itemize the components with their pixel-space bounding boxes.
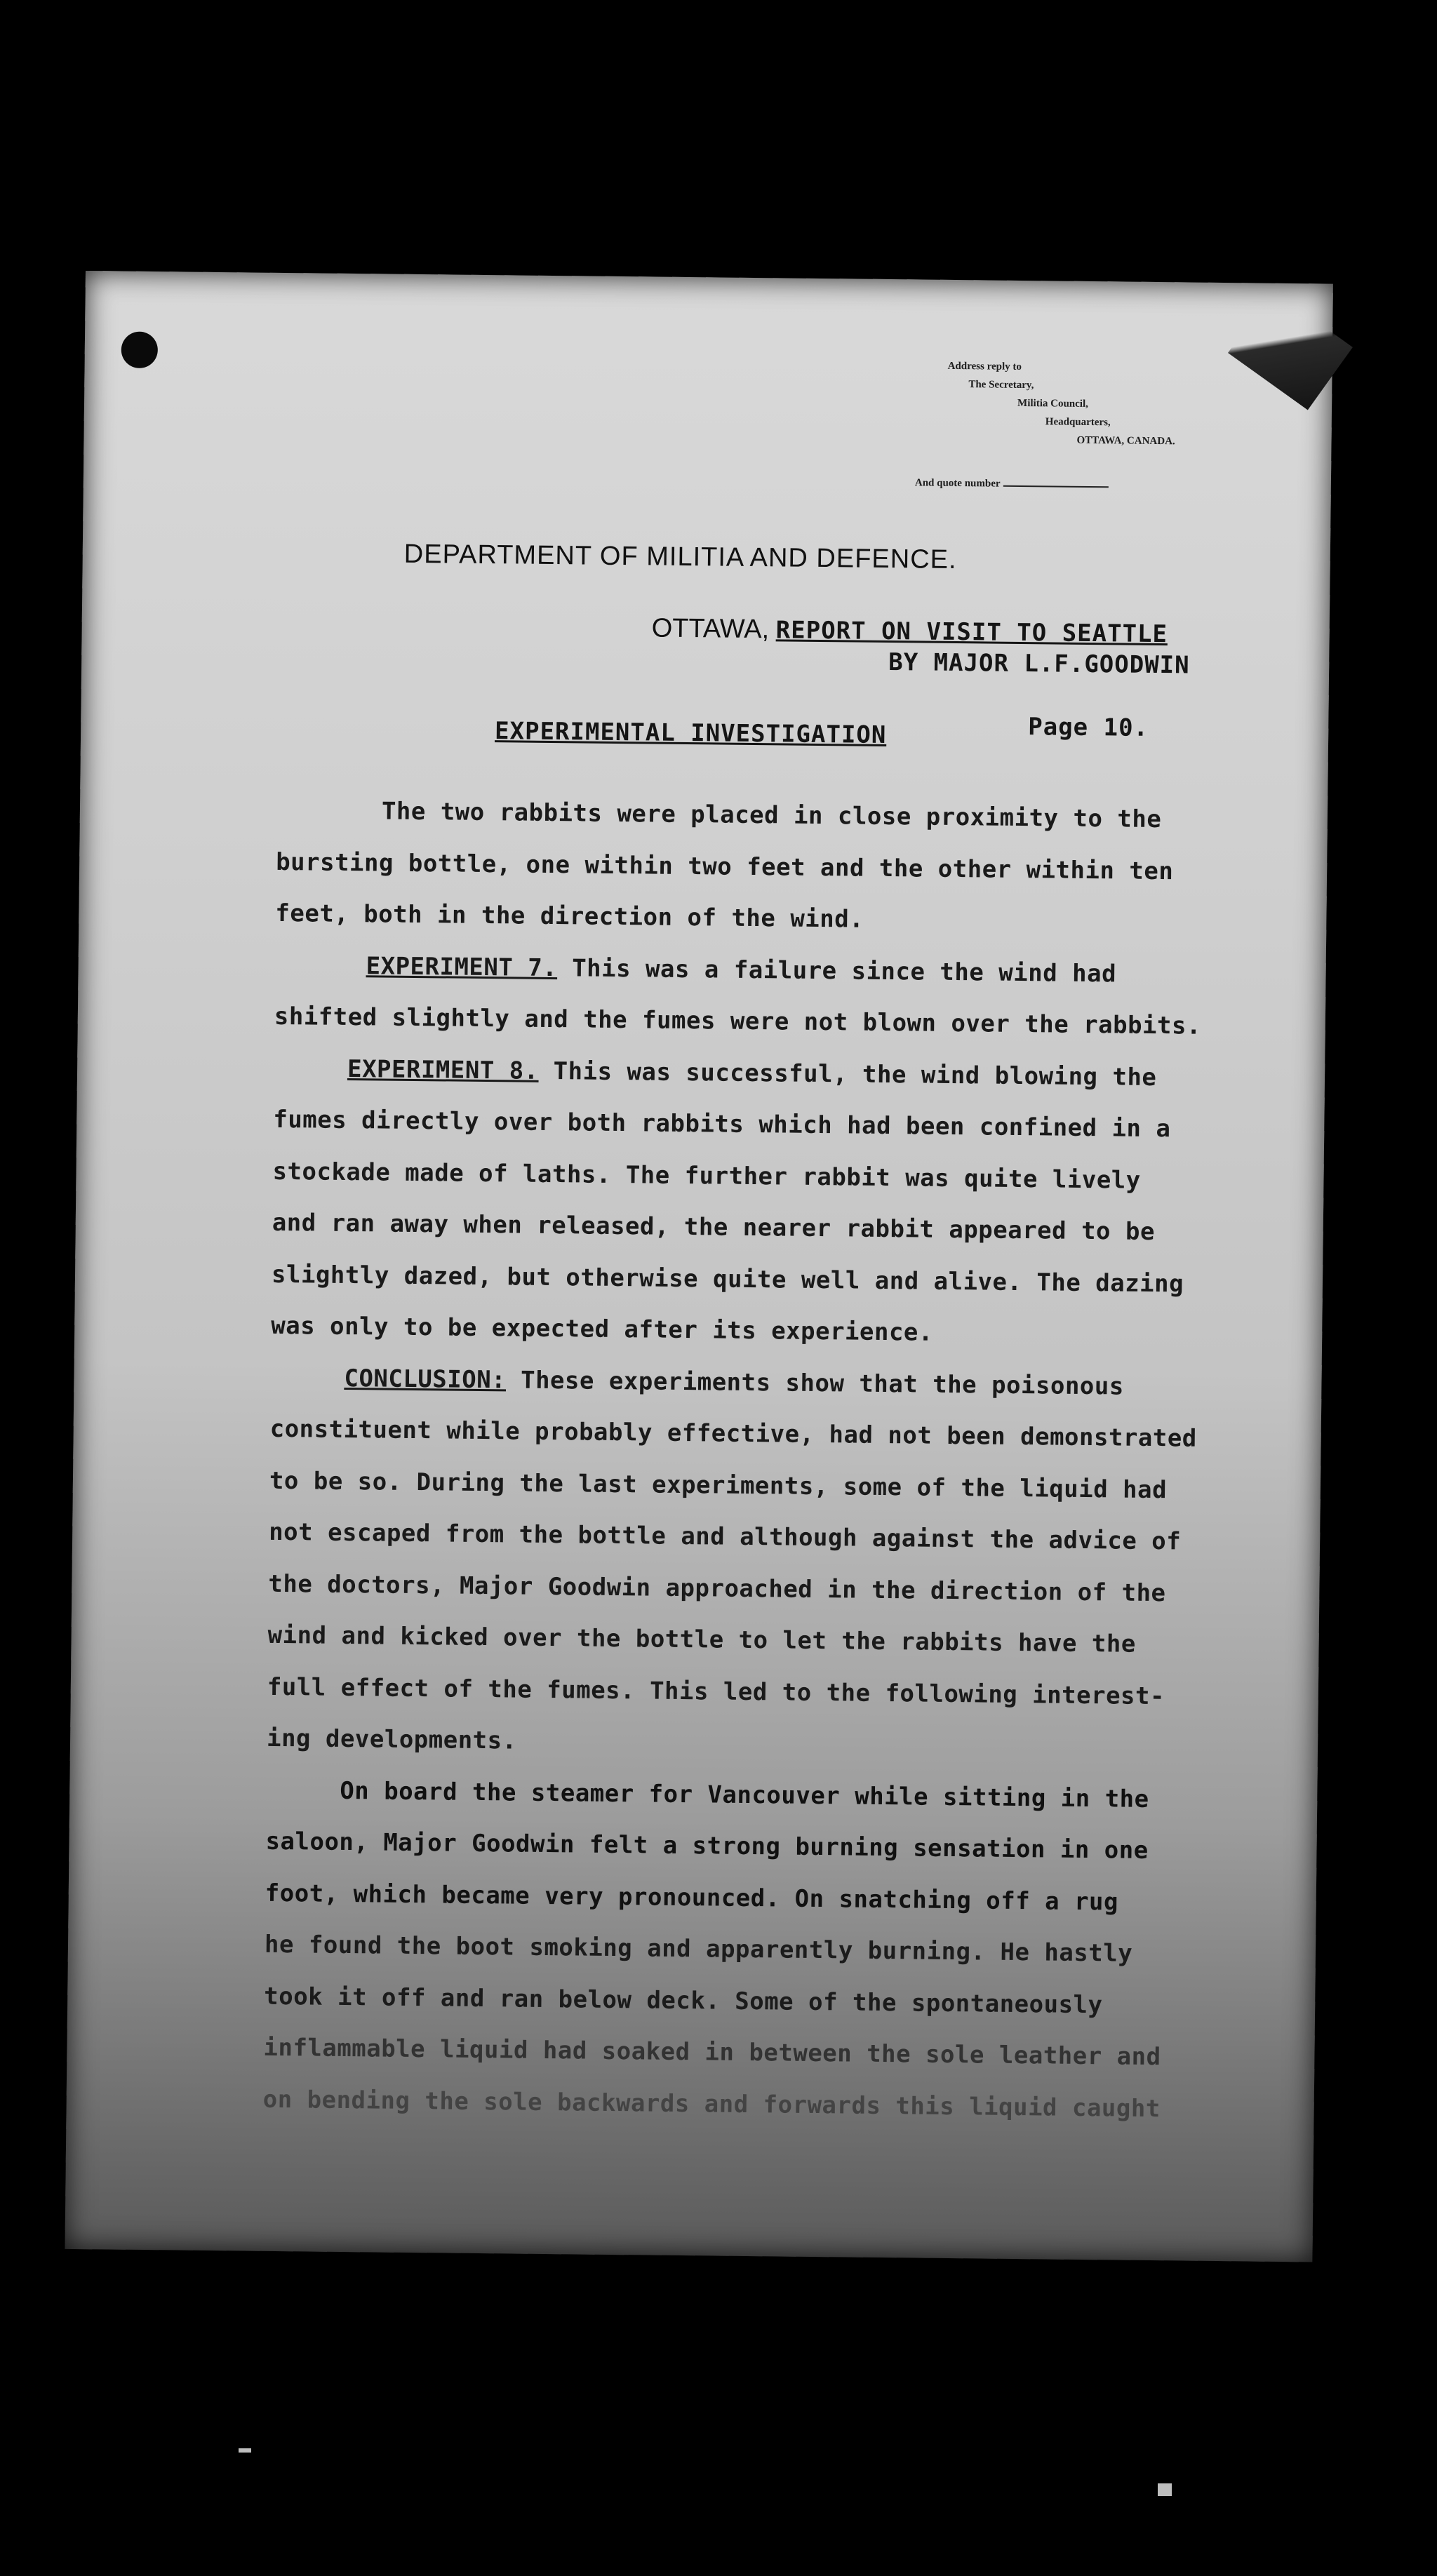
address-line: Address reply to	[947, 360, 1022, 373]
text-line: shifted slightly and the fumes were not blown over the rabbits.	[274, 1002, 1202, 1040]
text-line: and ran away when released, the nearer rabbit appeared to be	[272, 1208, 1156, 1247]
text-line: On board the steamer for Vancouver while sitting in the	[340, 1776, 1149, 1813]
department-heading: DEPARTMENT OF MILITIA AND DEFENCE.	[403, 539, 957, 575]
text-line: foot, which became very pronounced. On snatching off a rug	[265, 1879, 1119, 1917]
text-line: bursting bottle, one within two feet and the other within ten	[275, 847, 1174, 885]
address-line: Headquarters,	[1045, 416, 1111, 429]
report-title: REPORT ON VISIT TO SEATTLE	[775, 616, 1168, 649]
conclusion-label: CONCLUSION:	[344, 1364, 507, 1394]
experiment-7-label: EXPERIMENT 7.	[366, 951, 558, 982]
scan-speck	[239, 2448, 251, 2453]
text-fragment: These experiments show that the poisonous	[505, 1365, 1125, 1401]
text-line: saloon, Major Goodwin felt a strong burning sensation in one	[265, 1827, 1149, 1865]
report-byline: BY MAJOR L.F.GOODWIN	[888, 648, 1190, 680]
text-line: inflammable liquid had soaked in between the sole leather and	[263, 2033, 1161, 2072]
text-line: he found the boot smoking and apparently burning. He hastly	[264, 1930, 1133, 1968]
text-line: The two rabbits were placed in close proximity to the	[381, 797, 1162, 834]
place-and-title	[651, 613, 1168, 649]
text-fragment: This was successful, the wind blowing the	[538, 1056, 1157, 1092]
experiment-8-label: EXPERIMENT 8.	[347, 1054, 539, 1085]
section-title: EXPERIMENTAL INVESTIGATION	[494, 717, 887, 749]
text-line: stockade made of laths. The further rabbit was quite lively	[272, 1157, 1141, 1195]
letterhead-address	[947, 357, 1312, 452]
text-line: slightly dazed, but otherwise quite well and alive. The dazing	[271, 1260, 1184, 1298]
text-line: feet, both in the direction of the wind.	[275, 899, 864, 934]
text-line: constituent while probably effective, had not been demonstrated	[269, 1414, 1197, 1453]
text-fragment: This was a failure since the wind had	[557, 953, 1117, 988]
text-line: not escaped from the bottle and although against the advice of	[268, 1517, 1182, 1556]
text-line: ing developments.	[266, 1724, 517, 1755]
address-line: OTTAWA, CANADA.	[1076, 434, 1175, 448]
text-line: fumes directly over both rabbits which had been confined in a	[273, 1105, 1171, 1143]
quote-number-label: And quote number	[914, 477, 1001, 490]
text-line: on bending the sole backwards and forwards this liquid caught	[262, 2085, 1161, 2123]
address-line: Militia Council,	[1017, 397, 1089, 410]
document-page	[65, 271, 1332, 2262]
text-line: to be so. During the last experiments, some of the liquid had	[269, 1466, 1168, 1504]
quote-number-blank	[1003, 485, 1109, 488]
text-line: wind and kicked over the bottle to let the rabbits have the	[267, 1621, 1137, 1658]
page-number: Page 10.	[1028, 713, 1149, 742]
text-line: took it off and ran below deck. Some of the spontaneously	[264, 1982, 1103, 2019]
punch-hole	[121, 332, 159, 369]
address-line: The Secretary,	[968, 379, 1034, 391]
place-name: OTTAWA,	[651, 613, 770, 645]
text-line: the doctors, Major Goodwin approached in the direction of the	[268, 1569, 1166, 1607]
text-line: full effect of the fumes. This led to the following interest-	[267, 1672, 1165, 1710]
text-line: was only to be expected after its experience.	[271, 1311, 934, 1347]
quote-number-field	[915, 477, 1109, 491]
scan-speck	[1158, 2483, 1172, 2496]
report-body	[262, 785, 1308, 2136]
